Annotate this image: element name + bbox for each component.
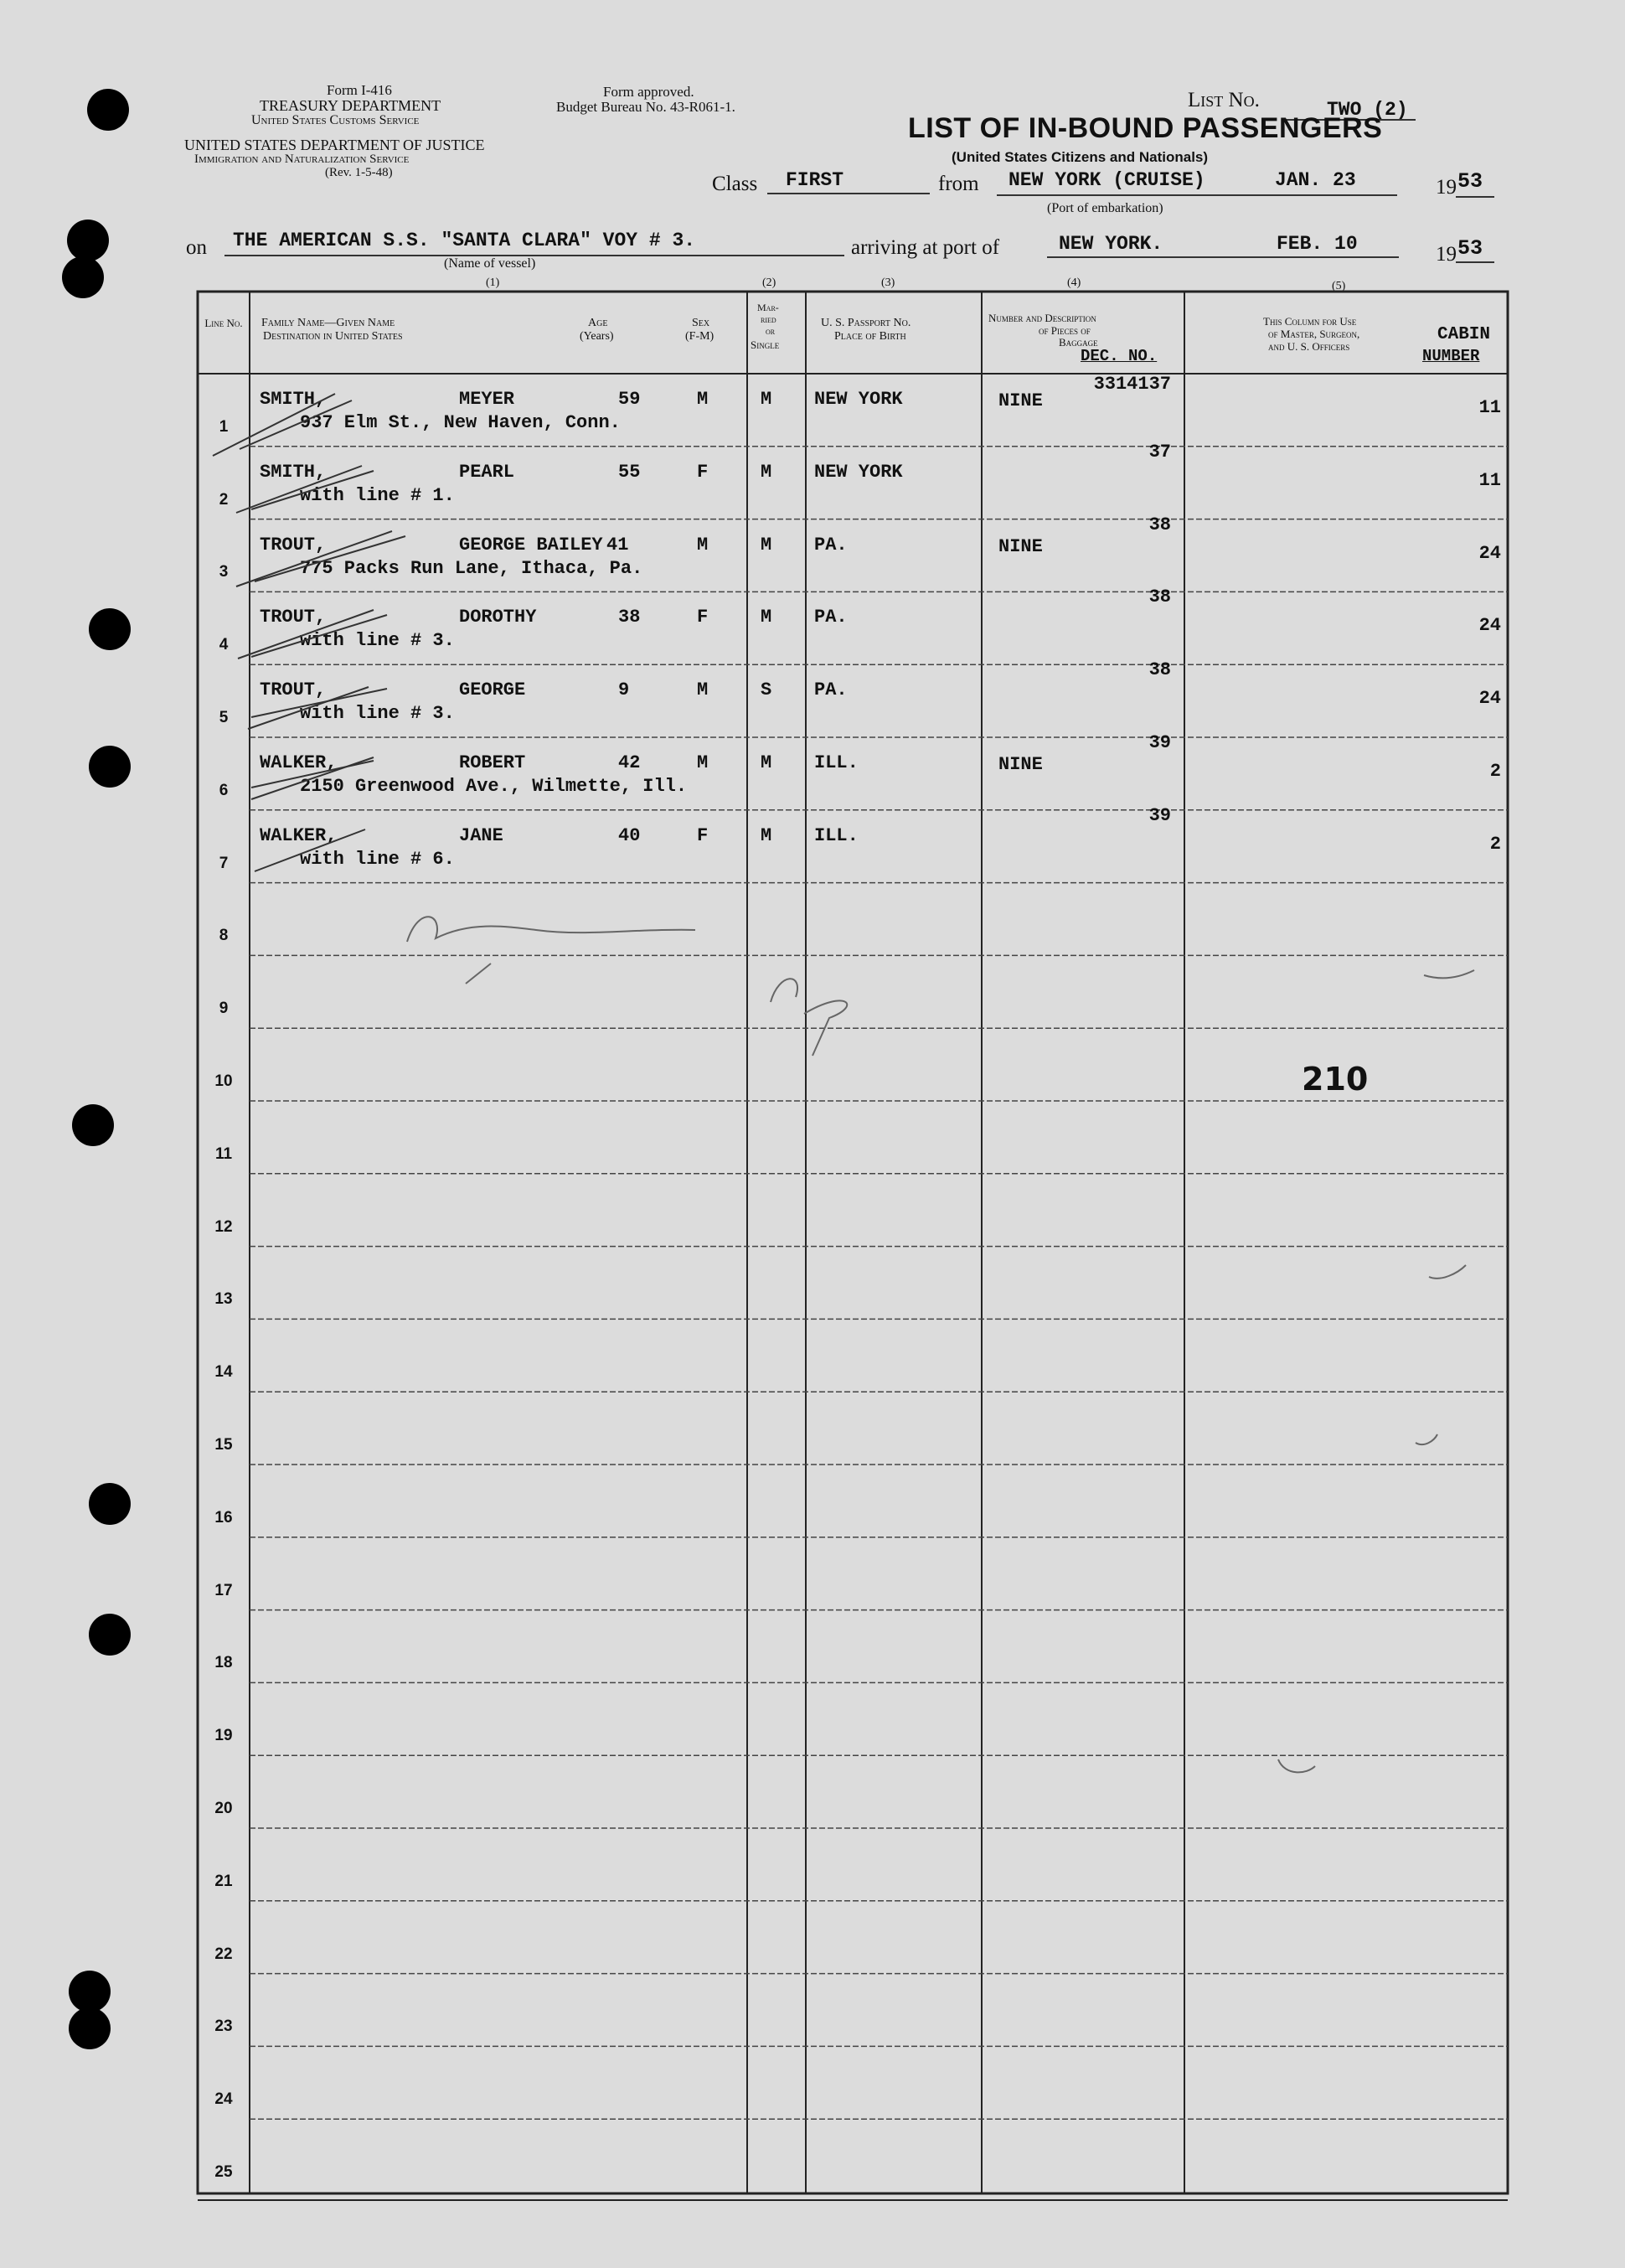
place-of-birth: ILL. [814,752,859,773]
header-officers-3: and U. S. Officers [1268,340,1350,353]
header-age-sub: (Years) [580,330,614,343]
destination: with line # 1. [300,484,455,506]
line-number: 4 [219,636,229,654]
header-birth: Place of Birth [834,330,906,343]
cabin-number: 2 [1489,833,1501,855]
column-number-5: (5) [1332,280,1346,292]
declaration-number: 37 [1148,441,1171,462]
header-passport: U. S. Passport No. [821,317,911,329]
marital-status: S [761,679,772,701]
form-title: LIST OF IN-BOUND PASSENGERS [908,112,1383,144]
header-baggage-2: of Pieces of [1039,324,1091,337]
header-dec-no: DEC. NO. [1081,347,1158,365]
family-name: WALKER, [260,824,338,846]
place-of-birth: ILL. [814,824,859,846]
sex: M [697,534,709,555]
cabin-number: 24 [1478,542,1501,564]
header-sex-sub: (F-M) [685,330,714,343]
header-cabin-number: NUMBER [1422,347,1480,365]
immigration-service: Immigration and Naturalization Service [194,152,410,166]
declaration-number: 38 [1148,586,1171,608]
family-name: TROUT, [260,607,327,628]
cabin-number: 11 [1478,397,1501,418]
destination: 937 Elm St., New Haven, Conn. [300,412,621,433]
baggage-count: NINE [998,390,1043,411]
baggage-count: NINE [998,535,1043,557]
list-no-label: List No. [1188,89,1260,111]
place-of-birth: NEW YORK [814,461,903,483]
line-number: 20 [214,1800,233,1817]
from-port: NEW YORK (CRUISE) [1009,169,1205,191]
line-number: 13 [214,1290,233,1309]
sex: F [697,461,709,483]
sex: M [697,752,709,773]
column-number-2: (2) [762,276,776,289]
from-date: JAN. 23 [1275,169,1356,191]
line-number: 1 [219,417,229,436]
given-name: JANE [459,824,503,846]
column-number-3: (3) [881,276,895,289]
line-number: 10 [214,1072,233,1090]
header-married-4: Single [751,338,780,351]
class-value: FIRST [786,169,844,191]
from-year: 53 [1457,169,1483,194]
treasury-department: TREASURY DEPARTMENT [260,97,441,114]
line-number: 11 [214,1144,233,1163]
header-officers-1: This Column for Use [1263,315,1357,328]
destination: with line # 3. [300,630,455,652]
header-married-2: ried [761,313,776,325]
line-number: 9 [219,1000,229,1018]
vessel-name: THE AMERICAN S.S. "SANTA CLARA" VOY # 3. [233,230,696,251]
destination: 775 Packs Run Lane, Ithaca, Pa. [300,557,643,579]
line-number: 2 [219,490,229,509]
family-name: SMITH, [260,461,327,483]
form-subtitle: (United States Citizens and Nationals) [952,149,1209,165]
line-number: 25 [214,2163,233,2181]
line-number: 12 [214,1217,233,1236]
baggage-count: NINE [998,754,1043,775]
arriving-label: arriving at port of [851,236,1000,259]
line-number: 8 [219,927,229,945]
arrival-year: 53 [1457,236,1483,261]
header-line-no: Line No. [204,317,243,329]
destination: with line # 6. [300,848,455,870]
family-name: TROUT, [260,534,327,555]
line-number: 7 [219,854,229,872]
given-name: PEARL [459,461,515,483]
arrival-port: NEW YORK. [1059,233,1163,255]
place-of-birth: PA. [814,607,848,628]
column-number-4: (4) [1067,276,1081,289]
customs-service: United States Customs Service [251,113,420,127]
vessel-caption: (Name of vessel) [444,256,536,271]
age: 9 [618,679,630,701]
place-of-birth: NEW YORK [814,389,903,410]
justice-department: UNITED STATES DEPARTMENT OF JUSTICE [184,137,485,153]
on-label: on [186,236,207,259]
list-no-value: TWO (2) [1327,99,1408,121]
header-cabin: CABIN [1437,325,1491,344]
line-number: 19 [214,1727,233,1745]
port-of-embarkation-caption: (Port of embarkation) [1047,201,1163,215]
line-number: 15 [214,1436,233,1454]
sex: M [697,679,709,701]
line-number: 3 [219,563,229,581]
age: 41 [606,534,629,555]
line-number: 6 [219,781,229,799]
age: 59 [618,389,641,410]
header-baggage-1: Number and Description [988,312,1096,324]
header-name: Family Name—Given Name [261,317,395,329]
column-number-1: (1) [486,276,500,289]
cabin-number: 24 [1478,688,1501,710]
header-destination: Destination in United States [263,330,403,343]
family-name: TROUT, [260,679,327,701]
cabin-number: 24 [1478,615,1501,637]
sex: M [697,389,709,410]
place-of-birth: PA. [814,679,848,701]
header-age: Age [588,317,608,329]
arrival-date: FEB. 10 [1277,233,1358,255]
header-married-3: or [766,325,776,337]
marital-status: M [761,824,772,846]
header-married-1: Mar- [757,302,779,313]
from-year-prefix: 19 [1436,176,1457,199]
cabin-number: 2 [1489,761,1501,782]
form-number: Form I-416 [327,82,392,98]
age: 55 [618,461,641,483]
given-name: GEORGE BAILEY [459,534,603,555]
from-label: from [938,173,979,195]
sex: F [697,824,709,846]
line-number: 21 [214,1872,233,1890]
line-number: 18 [214,1654,233,1672]
line-number: 22 [214,1945,233,1963]
sex: F [697,607,709,628]
marital-status: M [761,534,772,555]
family-name: SMITH, [260,389,327,410]
destination: 2150 Greenwood Ave., Wilmette, Ill. [300,776,688,797]
declaration-number: 39 [1148,732,1171,753]
line-number: 5 [219,709,229,726]
given-name: DOROTHY [459,607,537,628]
line-number: 14 [214,1363,233,1382]
family-name: WALKER, [260,752,338,773]
class-label: Class [712,173,758,195]
declaration-number: 39 [1148,804,1171,826]
marital-status: M [761,461,772,483]
arrival-year-prefix: 19 [1436,243,1457,266]
revision: (Rev. 1-5-48) [325,166,393,179]
age: 42 [618,752,641,773]
line-number: 17 [214,1581,233,1599]
age: 38 [618,607,641,628]
line-number: 23 [214,2017,233,2036]
header-baggage-3: Baggage [1059,336,1098,349]
cabin-number: 11 [1478,469,1501,491]
declaration-number: 38 [1148,659,1171,681]
given-name: ROBERT [459,752,526,773]
marital-status: M [761,752,772,773]
age: 40 [618,824,641,846]
header-officers-2: of Master, Surgeon, [1268,328,1360,340]
line-number: 16 [214,1508,233,1527]
line-number: 24 [214,2090,233,2109]
place-of-birth: PA. [814,534,848,555]
form-approved: Form approved. [603,84,694,100]
stamp-number: 210 [1302,1061,1369,1098]
header-sex: Sex [692,317,710,329]
given-name: MEYER [459,389,515,410]
declaration-number: 38 [1148,514,1171,535]
marital-status: M [761,607,772,628]
declaration-number: 3314137 [1093,374,1171,395]
destination: with line # 3. [300,703,455,725]
budget-bureau: Budget Bureau No. 43-R061-1. [556,99,735,115]
given-name: GEORGE [459,679,526,701]
marital-status: M [761,389,772,410]
